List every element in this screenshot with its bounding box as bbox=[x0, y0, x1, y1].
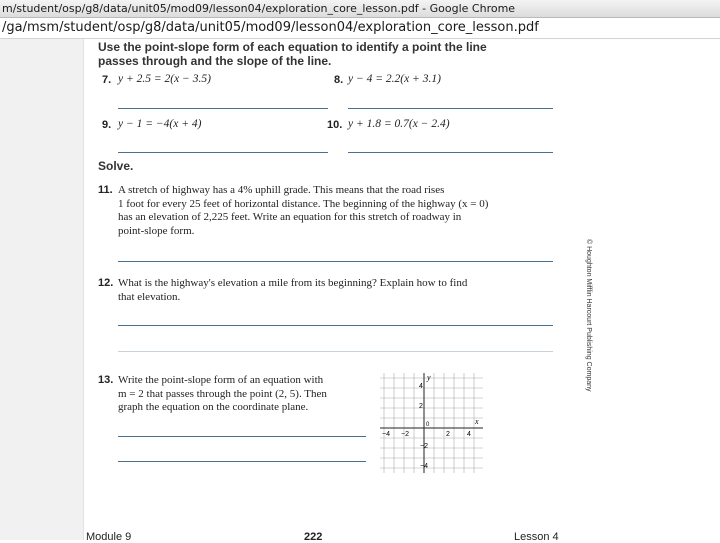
instructions-line-2: passes through and the slope of the line. bbox=[98, 54, 332, 68]
question-12-line-2: that elevation. bbox=[118, 290, 181, 303]
footer-page-number: 222 bbox=[304, 531, 323, 543]
footer-lesson: Lesson 4 bbox=[514, 531, 559, 543]
y-tick-4: 4 bbox=[419, 383, 423, 390]
x-tick-neg2: −2 bbox=[401, 431, 409, 438]
x-axis-label: x bbox=[475, 417, 479, 426]
url-text: /ga/msm/student/osp/g8/data/unit05/mod09/lesson04/exploration_core_lesson.pdf bbox=[2, 20, 539, 35]
question-13-line-2: m = 2 that passes through the point (2, 5). Then bbox=[118, 387, 327, 400]
y-tick-2: 2 bbox=[419, 403, 423, 410]
problem-8-answer-line[interactable] bbox=[348, 108, 553, 109]
question-13-answer-line-1[interactable] bbox=[118, 436, 366, 437]
solve-heading: Solve. bbox=[98, 159, 134, 173]
problem-7-number: 7. bbox=[102, 74, 112, 86]
question-12-answer-line-2[interactable] bbox=[118, 351, 553, 352]
viewer-left-gutter bbox=[0, 39, 84, 540]
question-11-line-4: point-slope form. bbox=[118, 224, 195, 237]
question-13-line-3: graph the equation on the coordinate plane. bbox=[118, 401, 309, 413]
question-11-line-2: 1 foot for every 25 feet of horizontal distance. The beginning of the highway (x = 0) bbox=[118, 197, 489, 210]
question-13-line-1: Write the point-slope form of an equation with bbox=[118, 374, 324, 386]
y-axis-label: y bbox=[427, 373, 431, 382]
origin-label: 0 bbox=[426, 422, 430, 428]
viewer-right-margin bbox=[614, 39, 720, 540]
problem-9-number: 9. bbox=[102, 119, 112, 131]
problem-8-number: 8. bbox=[334, 74, 344, 86]
x-tick-2: 2 bbox=[446, 431, 450, 438]
copyright-notice: © Houghton Mifflin Harcourt Publishing Company bbox=[585, 239, 592, 392]
question-11-number: 11. bbox=[98, 184, 113, 196]
question-13-answer-line-2[interactable] bbox=[118, 461, 366, 462]
problem-7-answer-line[interactable] bbox=[118, 108, 328, 109]
problem-10-answer-line[interactable] bbox=[348, 152, 553, 153]
question-11-line-1: A stretch of highway has a 4% uphill grade. This means that the road rises bbox=[118, 184, 445, 196]
footer-module: Module 9 bbox=[86, 531, 132, 543]
question-12-line-1: What is the highway's elevation a mile from its beginning? Explain how to find bbox=[118, 277, 468, 289]
pdf-page bbox=[84, 39, 614, 543]
question-11-answer-line[interactable] bbox=[118, 261, 553, 262]
question-12-answer-line-1[interactable] bbox=[118, 325, 553, 326]
problem-9-equation: y − 1 = −4(x + 4) bbox=[118, 118, 202, 130]
coordinate-grid bbox=[380, 373, 483, 473]
y-tick-neg2: −2 bbox=[420, 443, 428, 450]
coordinate-plane[interactable] bbox=[380, 373, 483, 473]
address-bar[interactable] bbox=[0, 18, 720, 39]
problem-7-equation: y + 2.5 = 2(x − 3.5) bbox=[118, 73, 211, 85]
instructions-line-1: Use the point-slope form of each equation to identify a point the line bbox=[98, 40, 487, 54]
problem-10-number: 10. bbox=[327, 119, 343, 131]
problem-10-equation: y + 1.8 = 0.7(x − 2.4) bbox=[348, 118, 450, 130]
problem-8-equation: y − 4 = 2.2(x + 3.1) bbox=[348, 73, 441, 85]
question-13-number: 13. bbox=[98, 374, 114, 386]
question-12-number: 12. bbox=[98, 277, 114, 289]
window-title: m/student/osp/g8/data/unit05/mod09/lesson04/exploration_core_lesson.pdf - Google Chrome bbox=[2, 2, 516, 15]
problem-9-answer-line[interactable] bbox=[118, 152, 328, 153]
x-tick-4: 4 bbox=[467, 431, 471, 438]
y-tick-neg4: −4 bbox=[420, 463, 428, 470]
browser-title-bar bbox=[0, 0, 720, 18]
question-11-line-3: has an elevation of 2,225 feet. Write an equation for this stretch of roadway in bbox=[118, 211, 462, 223]
x-tick-neg4: −4 bbox=[382, 431, 390, 438]
